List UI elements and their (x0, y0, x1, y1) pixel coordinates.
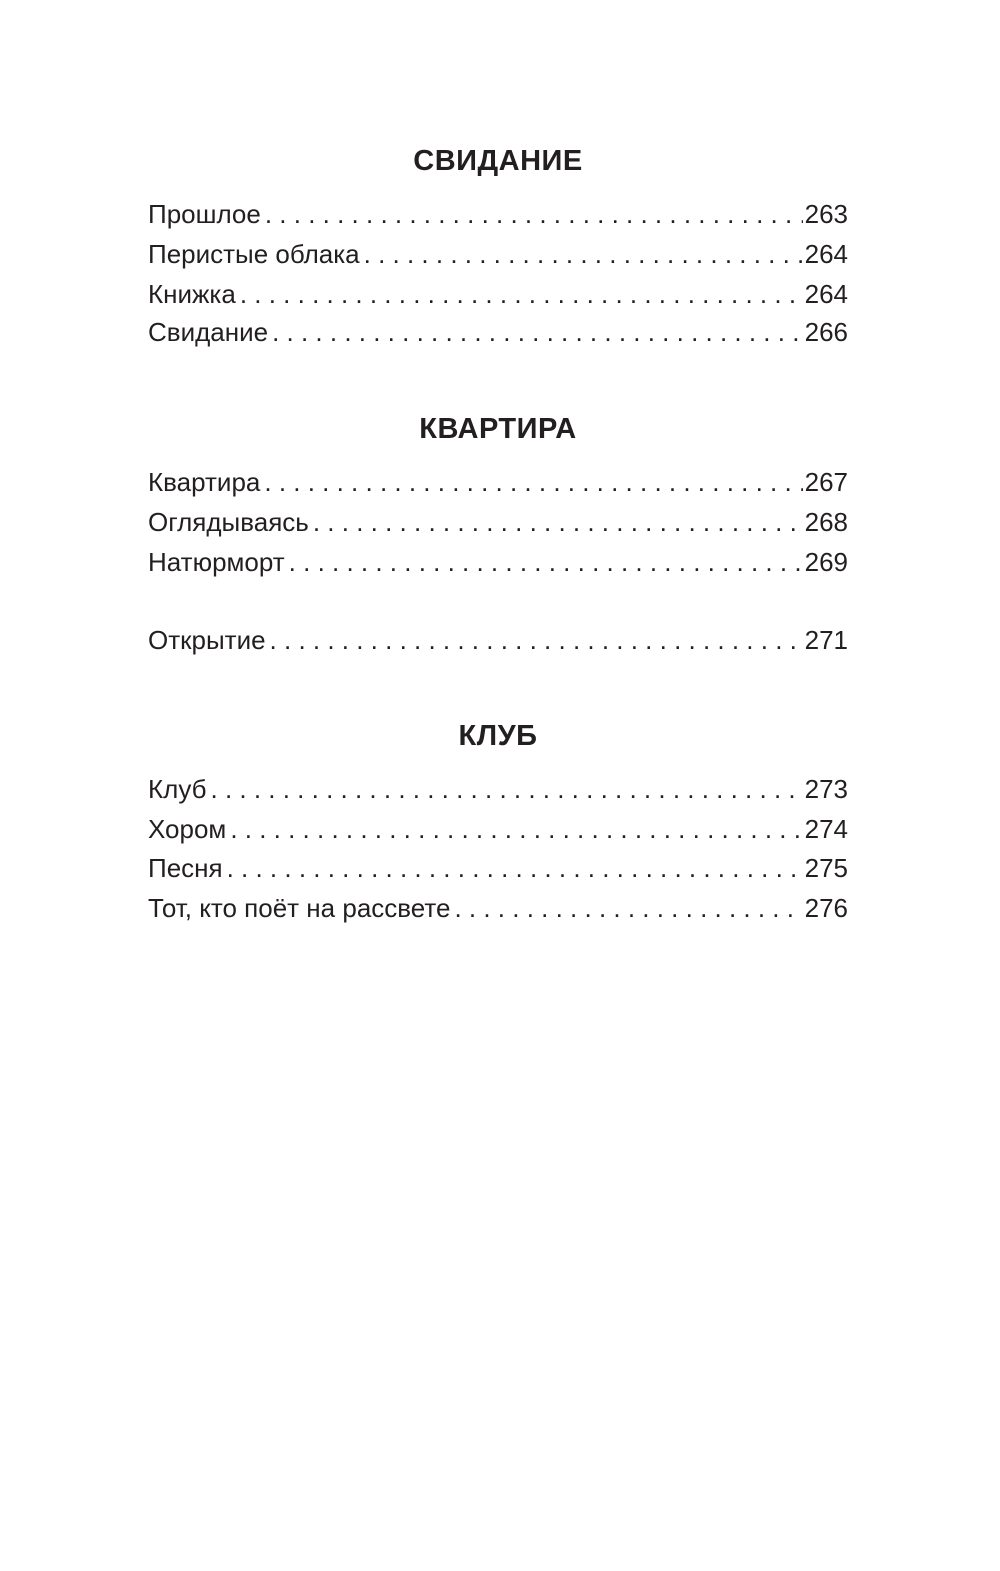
section-heading-kvartira: КВАРТИРА (419, 413, 577, 445)
dot-leader (240, 277, 803, 311)
toc-entry-page: 268 (804, 507, 848, 537)
dot-leader (313, 505, 803, 539)
dot-leader (454, 891, 802, 925)
toc-entry-title: Перистые облака (148, 239, 360, 269)
dot-leader (289, 545, 803, 579)
toc-entry-title: Клуб (148, 774, 207, 804)
section-heading-svidanie: СВИДАНИЕ (413, 145, 583, 177)
dot-leader (264, 465, 802, 499)
toc-entry (148, 851, 848, 885)
toc-entry-page: 266 (804, 317, 848, 347)
dot-leader (272, 315, 803, 349)
toc-entry-title: Открытие (148, 625, 266, 655)
dot-leader (270, 623, 803, 657)
dot-leader (364, 237, 803, 271)
dot-leader (230, 812, 802, 846)
toc-entry-title: Тот, кто поёт на рассвете (148, 893, 451, 923)
toc-entry-title: Квартира (148, 467, 261, 497)
toc-entry (148, 891, 848, 925)
toc-entry (148, 277, 848, 311)
toc-entry-page: 276 (804, 893, 848, 923)
section-heading-klub: КЛУБ (458, 720, 538, 752)
toc-entry-page: 264 (804, 279, 848, 309)
toc-entry-title: Натюрморт (148, 547, 285, 577)
dot-leader (211, 772, 803, 806)
toc-entry-page: 271 (804, 625, 848, 655)
toc-entry (148, 545, 848, 579)
toc-entry (148, 237, 848, 271)
toc-entry (148, 505, 848, 539)
toc-entry-page: 263 (804, 199, 848, 229)
toc-entry-page: 269 (804, 547, 848, 577)
toc-entry (148, 465, 848, 499)
toc-entry (148, 623, 848, 657)
dot-leader (227, 851, 803, 885)
toc-entry-page: 274 (804, 814, 848, 844)
toc-entry-title: Песня (148, 853, 223, 883)
toc-entry-title: Оглядываясь (148, 507, 309, 537)
toc-entry-title: Книжка (148, 279, 236, 309)
toc-entry (148, 197, 848, 231)
toc-entry-title: Прошлое (148, 199, 261, 229)
toc-entry-page: 264 (804, 239, 848, 269)
dot-leader (265, 197, 803, 231)
toc-entry (148, 315, 848, 349)
toc-entry-page: 275 (804, 853, 848, 883)
toc-entry (148, 772, 848, 806)
toc-entry-title: Свидание (148, 317, 269, 347)
toc-entry-title: Хором (148, 814, 227, 844)
toc-entry-page: 267 (804, 467, 848, 497)
toc-entry (148, 812, 848, 846)
toc-entry-page: 273 (804, 774, 848, 804)
